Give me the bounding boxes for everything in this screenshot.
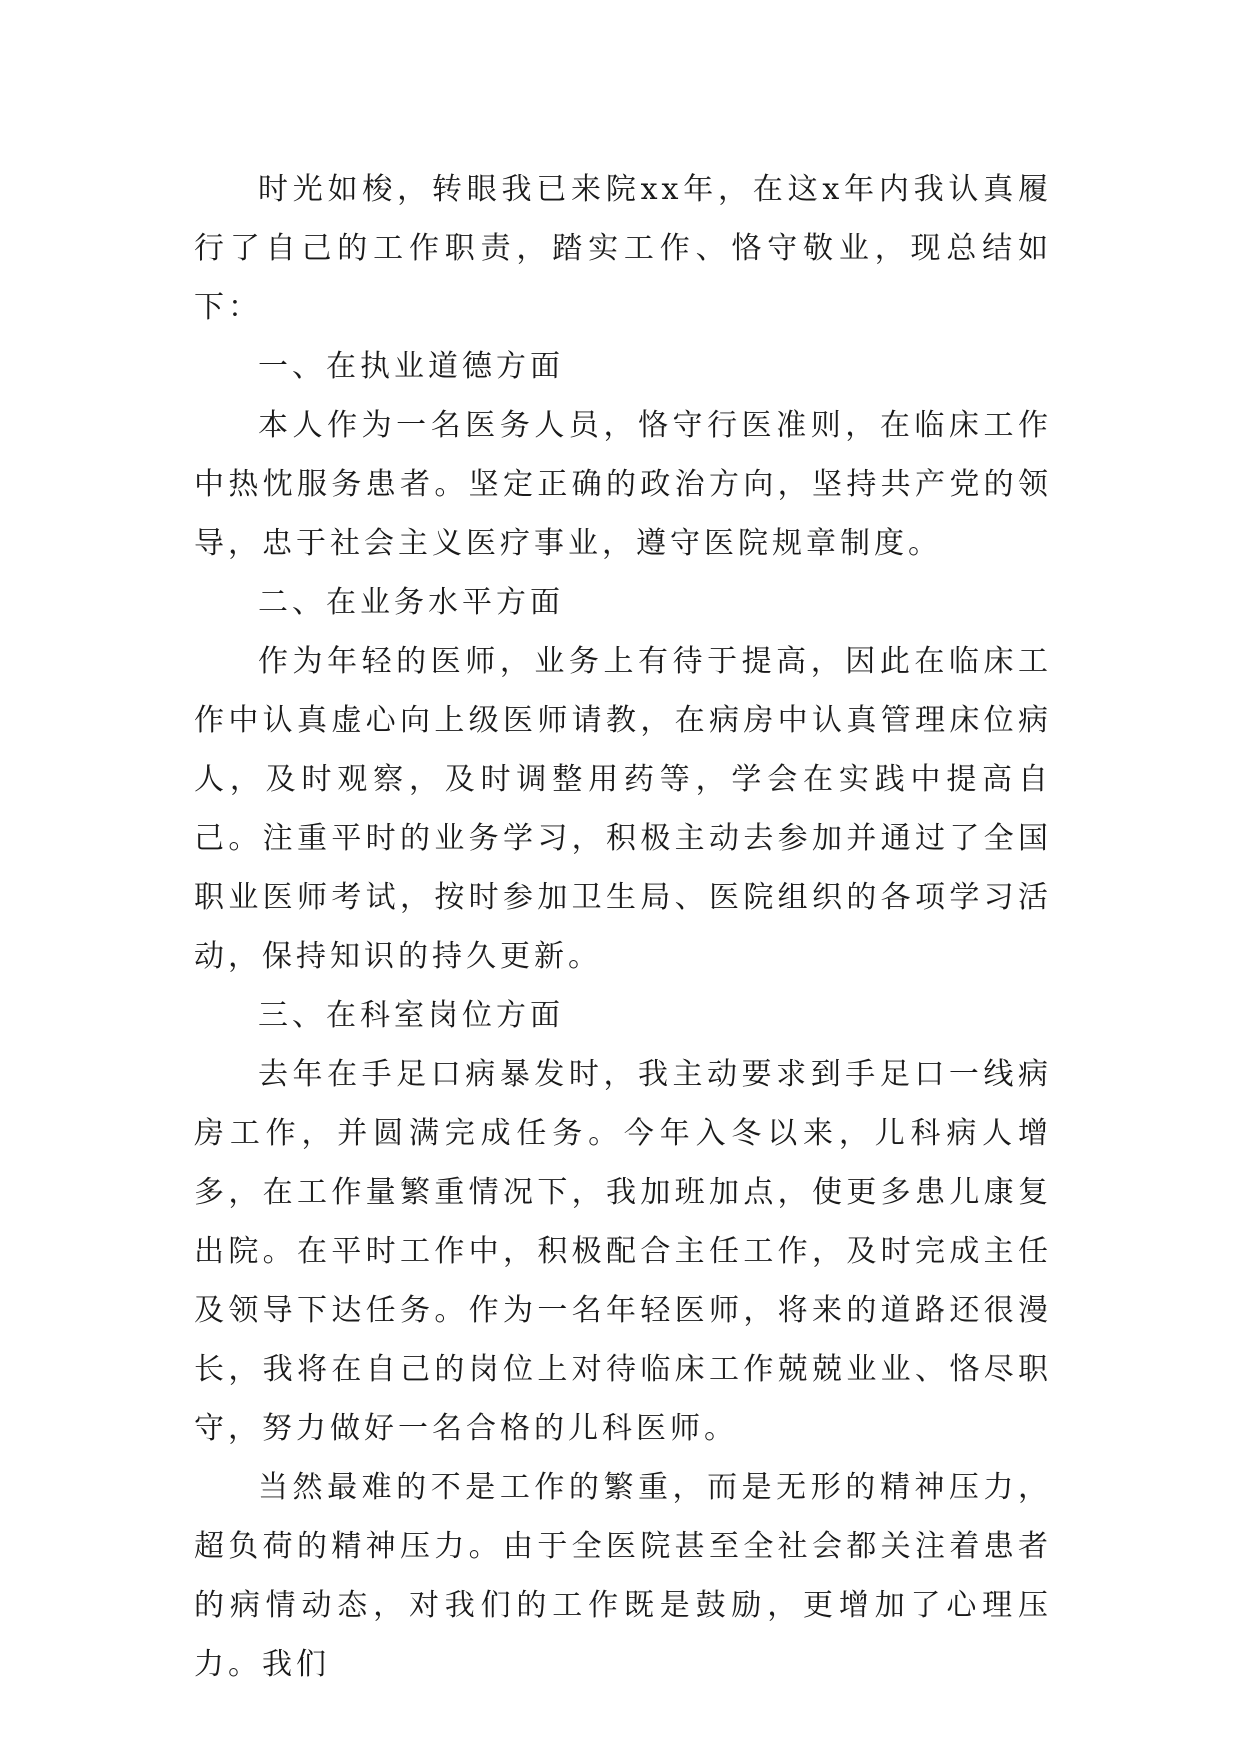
document-body <box>194 160 1052 1694</box>
paragraph-ethics: 本人作为一名医务人员，恪守行医准则，在临床工作中热忱服务患者。坚定正确的政治方向，坚持共产党的领导，忠于社会主义医疗事业，遵守医院规章制度。 <box>194 408 1052 561</box>
heading-ethics: 一、在执业道德方面 <box>258 349 564 384</box>
paragraph-intro: 时光如梭，转眼我已来院xx年，在这x年内我认真履行了自己的工作职责，踏实工作、恪守敬业，现总结如下： <box>194 172 1052 325</box>
paragraph-business-level: 作为年轻的医师，业务上有待于提高，因此在临床工作中认真虚心向上级医师请教，在病房中认真管理床位病人，及时观察，及时调整用药等，学会在实践中提高自己。注重平时的业务学习，积极主动去参加并通过了全国职业医师考试，按时参加卫生局、医院组织的各项学习活动，保持知识的持久更新。 <box>194 644 1052 974</box>
paragraph-pressure: 当然最难的不是工作的繁重，而是无形的精神压力，超负荷的精神压力。由于全医院甚至全社会都关注着患者的病情动态，对我们的工作既是鼓励，更增加了心理压力。我们 <box>194 1470 1052 1682</box>
paragraph-department-post: 去年在手足口病暴发时，我主动要求到手足口一线病房工作，并圆满完成任务。今年入冬以来，儿科病人增多，在工作量繁重情况下，我加班加点，使更多患儿康复出院。在平时工作中，积极配合主任工作，及时完成主任及领导下达任务。作为一名年轻医师，将来的道路还很漫长，我将在自己的岗位上对待临床工作兢兢业业、恪尽职守，努力做好一名合格的儿科医师。 <box>194 1057 1052 1446</box>
heading-business-level: 二、在业务水平方面 <box>258 585 564 620</box>
heading-department-post: 三、在科室岗位方面 <box>258 998 564 1033</box>
